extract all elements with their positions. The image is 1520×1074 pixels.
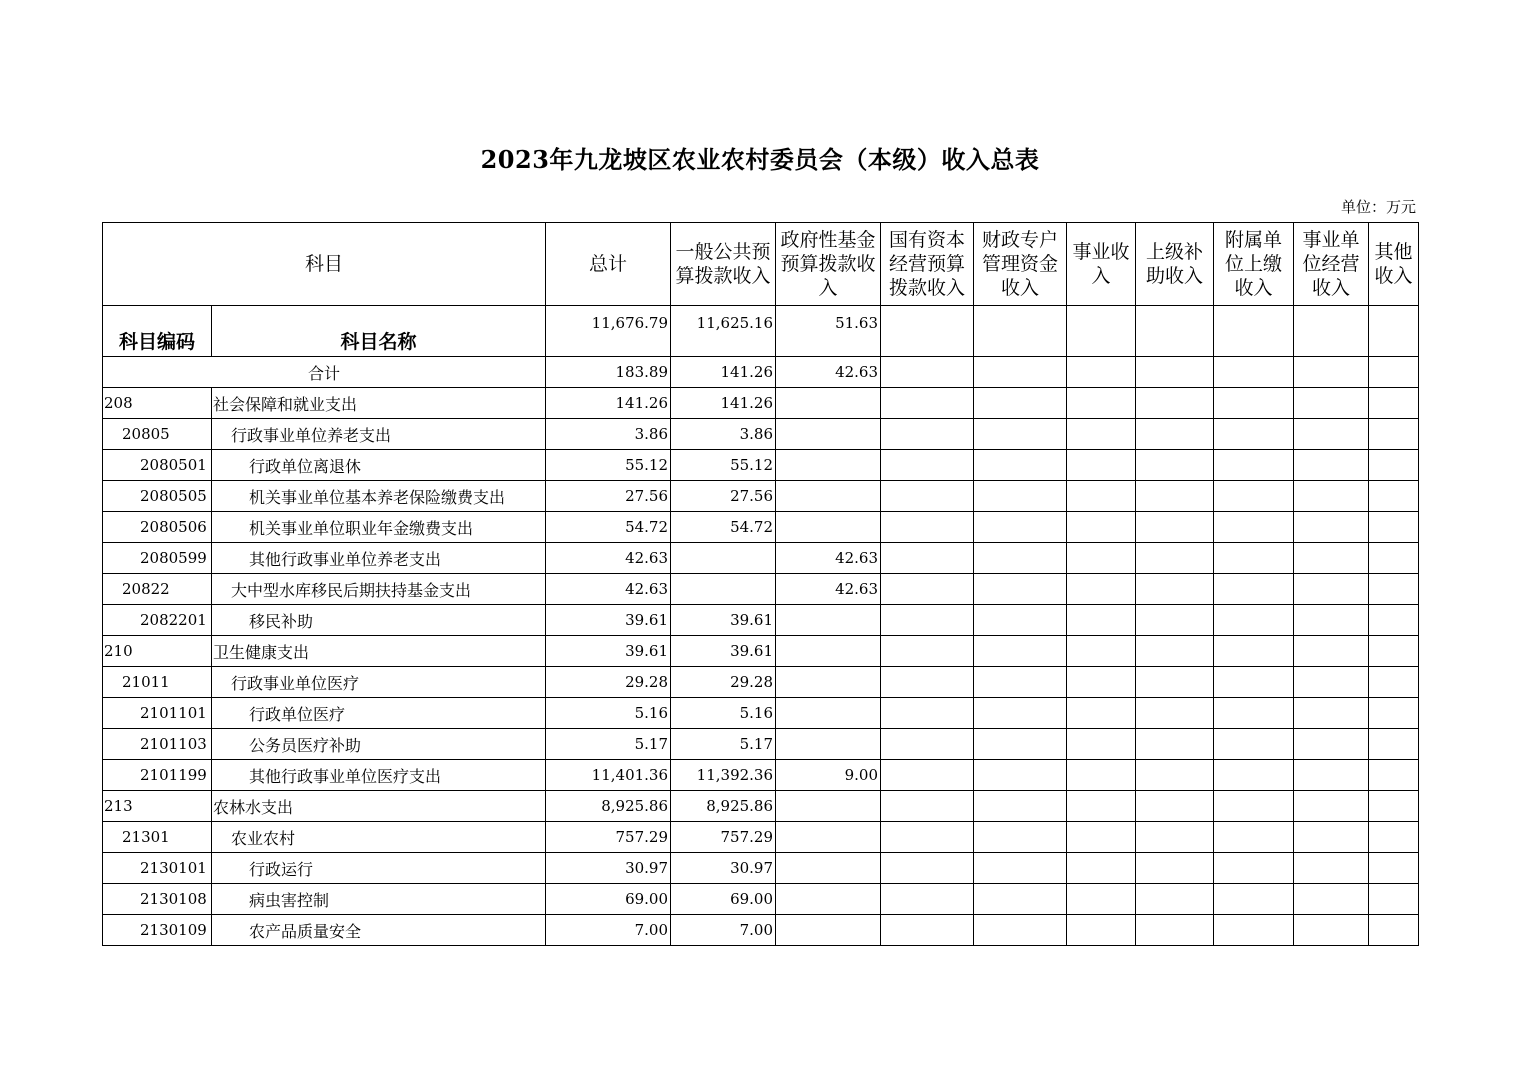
empty-cell [1214, 698, 1294, 729]
empty-cell [1294, 729, 1369, 760]
table-row [103, 574, 1419, 605]
row-fund [776, 729, 881, 760]
empty-cell [1294, 822, 1369, 853]
empty-cell [1294, 884, 1369, 915]
row-code: 2101101 [103, 698, 212, 729]
empty-cell [1294, 698, 1369, 729]
row-general: 3.86 [671, 419, 776, 450]
header-superior: 上级补助收入 [1136, 223, 1214, 306]
row-name: 其他行政事业单位养老支出 [212, 543, 546, 574]
empty-cell [1136, 388, 1214, 419]
empty-cell [1369, 543, 1419, 574]
empty-cell [1067, 512, 1136, 543]
empty-cell [881, 915, 974, 946]
subheader-fund: 51.63 [776, 306, 881, 357]
empty-cell [1214, 667, 1294, 698]
empty-cell [1369, 512, 1419, 543]
empty-cell [1067, 481, 1136, 512]
empty-cell [1294, 636, 1369, 667]
row-fund: 42.63 [776, 543, 881, 574]
empty-cell [1369, 388, 1419, 419]
empty-cell [1214, 481, 1294, 512]
row-fund [776, 884, 881, 915]
empty-cell [1067, 884, 1136, 915]
row-total: 3.86 [546, 419, 671, 450]
row-code: 20822 [103, 574, 212, 605]
empty-cell [1369, 419, 1419, 450]
row-fund [776, 853, 881, 884]
empty-cell [1369, 450, 1419, 481]
empty-cell [1067, 915, 1136, 946]
empty-cell [1294, 760, 1369, 791]
empty-cell [974, 543, 1067, 574]
empty-cell [1294, 388, 1369, 419]
row-name: 移民补助 [212, 605, 546, 636]
empty-cell [1214, 450, 1294, 481]
row-general: 39.61 [671, 605, 776, 636]
row-name: 公务员医疗补助 [212, 729, 546, 760]
empty-cell [974, 760, 1067, 791]
header-operating: 事业单位经营收入 [1294, 223, 1369, 306]
total-label: 合计 [103, 357, 546, 388]
empty-cell [1067, 605, 1136, 636]
row-total: 42.63 [546, 574, 671, 605]
row-fund [776, 512, 881, 543]
total-row [103, 357, 1419, 388]
row-code: 2080505 [103, 481, 212, 512]
row-code: 2130108 [103, 884, 212, 915]
income-table [102, 222, 1419, 946]
row-general: 5.16 [671, 698, 776, 729]
row-code: 2082201 [103, 605, 212, 636]
page-title: 2023年九龙坡区农业农村委员会（本级）收入总表 [480, 145, 1040, 174]
table-row [103, 667, 1419, 698]
table-row [103, 698, 1419, 729]
empty-cell [881, 388, 974, 419]
empty-cell [1294, 915, 1369, 946]
table-row [103, 605, 1419, 636]
empty-cell [1136, 729, 1214, 760]
empty-cell [881, 636, 974, 667]
row-general: 8,925.86 [671, 791, 776, 822]
empty-cell [1294, 512, 1369, 543]
empty-cell [881, 481, 974, 512]
empty-cell [1067, 419, 1136, 450]
empty-cell [1136, 698, 1214, 729]
header-row [103, 223, 1419, 306]
row-total: 7.00 [546, 915, 671, 946]
empty-cell [1294, 605, 1369, 636]
empty-cell [974, 667, 1067, 698]
empty-cell [1369, 636, 1419, 667]
empty-cell [1294, 543, 1369, 574]
row-general: 29.28 [671, 667, 776, 698]
header-subject: 科目 [103, 223, 546, 306]
row-code: 213 [103, 791, 212, 822]
subheader-general: 11,625.16 [671, 306, 776, 357]
empty-cell [1369, 791, 1419, 822]
empty-cell [974, 574, 1067, 605]
row-name: 卫生健康支出 [212, 636, 546, 667]
total-fund: 42.63 [776, 357, 881, 388]
empty-cell [1214, 853, 1294, 884]
table-row [103, 543, 1419, 574]
empty-cell [1067, 388, 1136, 419]
header-name: 科目名称 [212, 306, 546, 357]
empty-cell [1214, 512, 1294, 543]
row-total: 141.26 [546, 388, 671, 419]
row-fund [776, 450, 881, 481]
empty-cell [881, 512, 974, 543]
total-general: 141.26 [671, 357, 776, 388]
row-name: 病虫害控制 [212, 884, 546, 915]
empty-cell [1136, 667, 1214, 698]
empty-cell [1369, 605, 1419, 636]
row-name: 农业农村 [212, 822, 546, 853]
empty-cell [974, 450, 1067, 481]
table-row [103, 884, 1419, 915]
row-total: 27.56 [546, 481, 671, 512]
empty-cell [1369, 481, 1419, 512]
empty-cell [1067, 760, 1136, 791]
row-total: 55.12 [546, 450, 671, 481]
row-code: 2080501 [103, 450, 212, 481]
row-code: 2101199 [103, 760, 212, 791]
empty-cell [974, 512, 1067, 543]
header-state-capital: 国有资本经营预算拨款收入 [881, 223, 974, 306]
row-fund [776, 822, 881, 853]
table-row [103, 791, 1419, 822]
table-row [103, 822, 1419, 853]
row-name: 行政事业单位养老支出 [212, 419, 546, 450]
empty-cell [1136, 853, 1214, 884]
empty-cell [1067, 791, 1136, 822]
empty-cell [974, 884, 1067, 915]
row-general: 54.72 [671, 512, 776, 543]
row-fund [776, 667, 881, 698]
empty-cell [1136, 574, 1214, 605]
empty-cell [1067, 636, 1136, 667]
row-code: 208 [103, 388, 212, 419]
row-fund [776, 636, 881, 667]
row-fund [776, 419, 881, 450]
empty-cell [1067, 698, 1136, 729]
empty-cell [1067, 543, 1136, 574]
empty-cell [1214, 574, 1294, 605]
empty-cell [1294, 791, 1369, 822]
total-total: 183.89 [546, 357, 671, 388]
empty-cell [974, 853, 1067, 884]
row-name: 行政单位医疗 [212, 698, 546, 729]
row-fund [776, 698, 881, 729]
empty-cell [1369, 884, 1419, 915]
empty-cell [1136, 481, 1214, 512]
table-row [103, 450, 1419, 481]
row-name: 行政运行 [212, 853, 546, 884]
empty-cell [974, 791, 1067, 822]
row-fund [776, 915, 881, 946]
empty-cell [1294, 481, 1369, 512]
empty-cell [881, 822, 974, 853]
empty-cell [1214, 419, 1294, 450]
row-general: 39.61 [671, 636, 776, 667]
empty-cell [881, 729, 974, 760]
empty-cell [1369, 667, 1419, 698]
empty-cell [1369, 915, 1419, 946]
row-total: 54.72 [546, 512, 671, 543]
empty-cell [1067, 729, 1136, 760]
empty-cell [881, 419, 974, 450]
empty-cell [1136, 450, 1214, 481]
row-total: 5.17 [546, 729, 671, 760]
row-code: 21301 [103, 822, 212, 853]
empty-cell [1214, 605, 1294, 636]
empty-cell [1294, 450, 1369, 481]
empty-cell [974, 419, 1067, 450]
table-row [103, 853, 1419, 884]
row-code: 21011 [103, 667, 212, 698]
row-general: 11,392.36 [671, 760, 776, 791]
empty-cell [1067, 667, 1136, 698]
row-name: 机关事业单位职业年金缴费支出 [212, 512, 546, 543]
header-code: 科目编码 [103, 306, 212, 357]
empty-cell [1214, 791, 1294, 822]
row-general: 69.00 [671, 884, 776, 915]
empty-cell [1294, 419, 1369, 450]
table-row [103, 760, 1419, 791]
empty-cell [974, 729, 1067, 760]
empty-cell [1294, 853, 1369, 884]
empty-cell [1067, 822, 1136, 853]
row-general: 7.00 [671, 915, 776, 946]
empty-cell [1369, 853, 1419, 884]
empty-cell [1136, 915, 1214, 946]
empty-cell [881, 760, 974, 791]
empty-cell [881, 853, 974, 884]
row-general [671, 574, 776, 605]
row-total: 39.61 [546, 636, 671, 667]
row-name: 社会保障和就业支出 [212, 388, 546, 419]
empty-cell [1136, 512, 1214, 543]
row-code: 2080506 [103, 512, 212, 543]
empty-cell [881, 605, 974, 636]
row-total: 11,401.36 [546, 760, 671, 791]
row-name: 农产品质量安全 [212, 915, 546, 946]
empty-cell [974, 698, 1067, 729]
row-general: 30.97 [671, 853, 776, 884]
row-code: 2101103 [103, 729, 212, 760]
row-general [671, 543, 776, 574]
row-general: 27.56 [671, 481, 776, 512]
row-general: 757.29 [671, 822, 776, 853]
unit-label: 单位：万元 [1340, 198, 1416, 216]
empty-cell [974, 605, 1067, 636]
empty-cell [1067, 853, 1136, 884]
empty-cell [881, 543, 974, 574]
empty-cell [974, 481, 1067, 512]
empty-cell [1369, 574, 1419, 605]
empty-cell [881, 450, 974, 481]
empty-cell [1136, 636, 1214, 667]
empty-cell [974, 388, 1067, 419]
header-general: 一般公共预算拨款收入 [671, 223, 776, 306]
row-total: 5.16 [546, 698, 671, 729]
header-affiliated: 附属单位上缴收入 [1214, 223, 1294, 306]
empty-cell [1136, 760, 1214, 791]
empty-cell [1136, 884, 1214, 915]
row-total: 8,925.86 [546, 791, 671, 822]
empty-cell [974, 822, 1067, 853]
row-total: 30.97 [546, 853, 671, 884]
header-fund: 政府性基金预算拨款收入 [776, 223, 881, 306]
header-other: 其他收入 [1369, 223, 1419, 306]
empty-cell [1136, 822, 1214, 853]
empty-cell [1214, 915, 1294, 946]
empty-cell [1067, 450, 1136, 481]
table-row [103, 636, 1419, 667]
row-code: 2130109 [103, 915, 212, 946]
row-general: 5.17 [671, 729, 776, 760]
empty-cell [1214, 636, 1294, 667]
empty-cell [1067, 574, 1136, 605]
row-total: 69.00 [546, 884, 671, 915]
row-total: 757.29 [546, 822, 671, 853]
row-general: 141.26 [671, 388, 776, 419]
row-total: 42.63 [546, 543, 671, 574]
table-row [103, 388, 1419, 419]
empty-cell [1294, 574, 1369, 605]
empty-cell [1214, 388, 1294, 419]
empty-cell [881, 574, 974, 605]
row-name: 大中型水库移民后期扶持基金支出 [212, 574, 546, 605]
empty-cell [881, 791, 974, 822]
empty-cell [1214, 760, 1294, 791]
row-fund [776, 791, 881, 822]
empty-cell [1214, 884, 1294, 915]
empty-cell [1136, 419, 1214, 450]
row-code: 210 [103, 636, 212, 667]
row-general: 55.12 [671, 450, 776, 481]
empty-cell [974, 915, 1067, 946]
header-business: 事业收入 [1067, 223, 1136, 306]
table-row [103, 419, 1419, 450]
row-fund: 42.63 [776, 574, 881, 605]
row-name: 机关事业单位基本养老保险缴费支出 [212, 481, 546, 512]
empty-cell [1214, 822, 1294, 853]
row-fund [776, 388, 881, 419]
row-name: 其他行政事业单位医疗支出 [212, 760, 546, 791]
table-row [103, 729, 1419, 760]
empty-cell [1214, 543, 1294, 574]
row-code: 2130101 [103, 853, 212, 884]
header-special-account: 财政专户管理资金收入 [974, 223, 1067, 306]
subheader-row [103, 306, 1419, 357]
row-fund: 9.00 [776, 760, 881, 791]
row-total: 39.61 [546, 605, 671, 636]
empty-cell [1369, 760, 1419, 791]
row-fund [776, 605, 881, 636]
table-row [103, 512, 1419, 543]
empty-cell [1136, 791, 1214, 822]
empty-cell [1369, 698, 1419, 729]
row-total: 29.28 [546, 667, 671, 698]
subheader-total: 11,676.79 [546, 306, 671, 357]
row-name: 行政单位离退休 [212, 450, 546, 481]
row-code: 2080599 [103, 543, 212, 574]
empty-cell [881, 884, 974, 915]
empty-cell [1136, 605, 1214, 636]
row-name: 行政事业单位医疗 [212, 667, 546, 698]
row-code: 20805 [103, 419, 212, 450]
empty-cell [1369, 729, 1419, 760]
empty-cell [881, 667, 974, 698]
table-row [103, 915, 1419, 946]
empty-cell [1369, 822, 1419, 853]
empty-cell [1214, 729, 1294, 760]
empty-cell [1136, 543, 1214, 574]
header-total: 总计 [546, 223, 671, 306]
row-name: 农林水支出 [212, 791, 546, 822]
empty-cell [881, 698, 974, 729]
empty-cell [1294, 667, 1369, 698]
empty-cell [974, 636, 1067, 667]
table-row [103, 481, 1419, 512]
row-fund [776, 481, 881, 512]
